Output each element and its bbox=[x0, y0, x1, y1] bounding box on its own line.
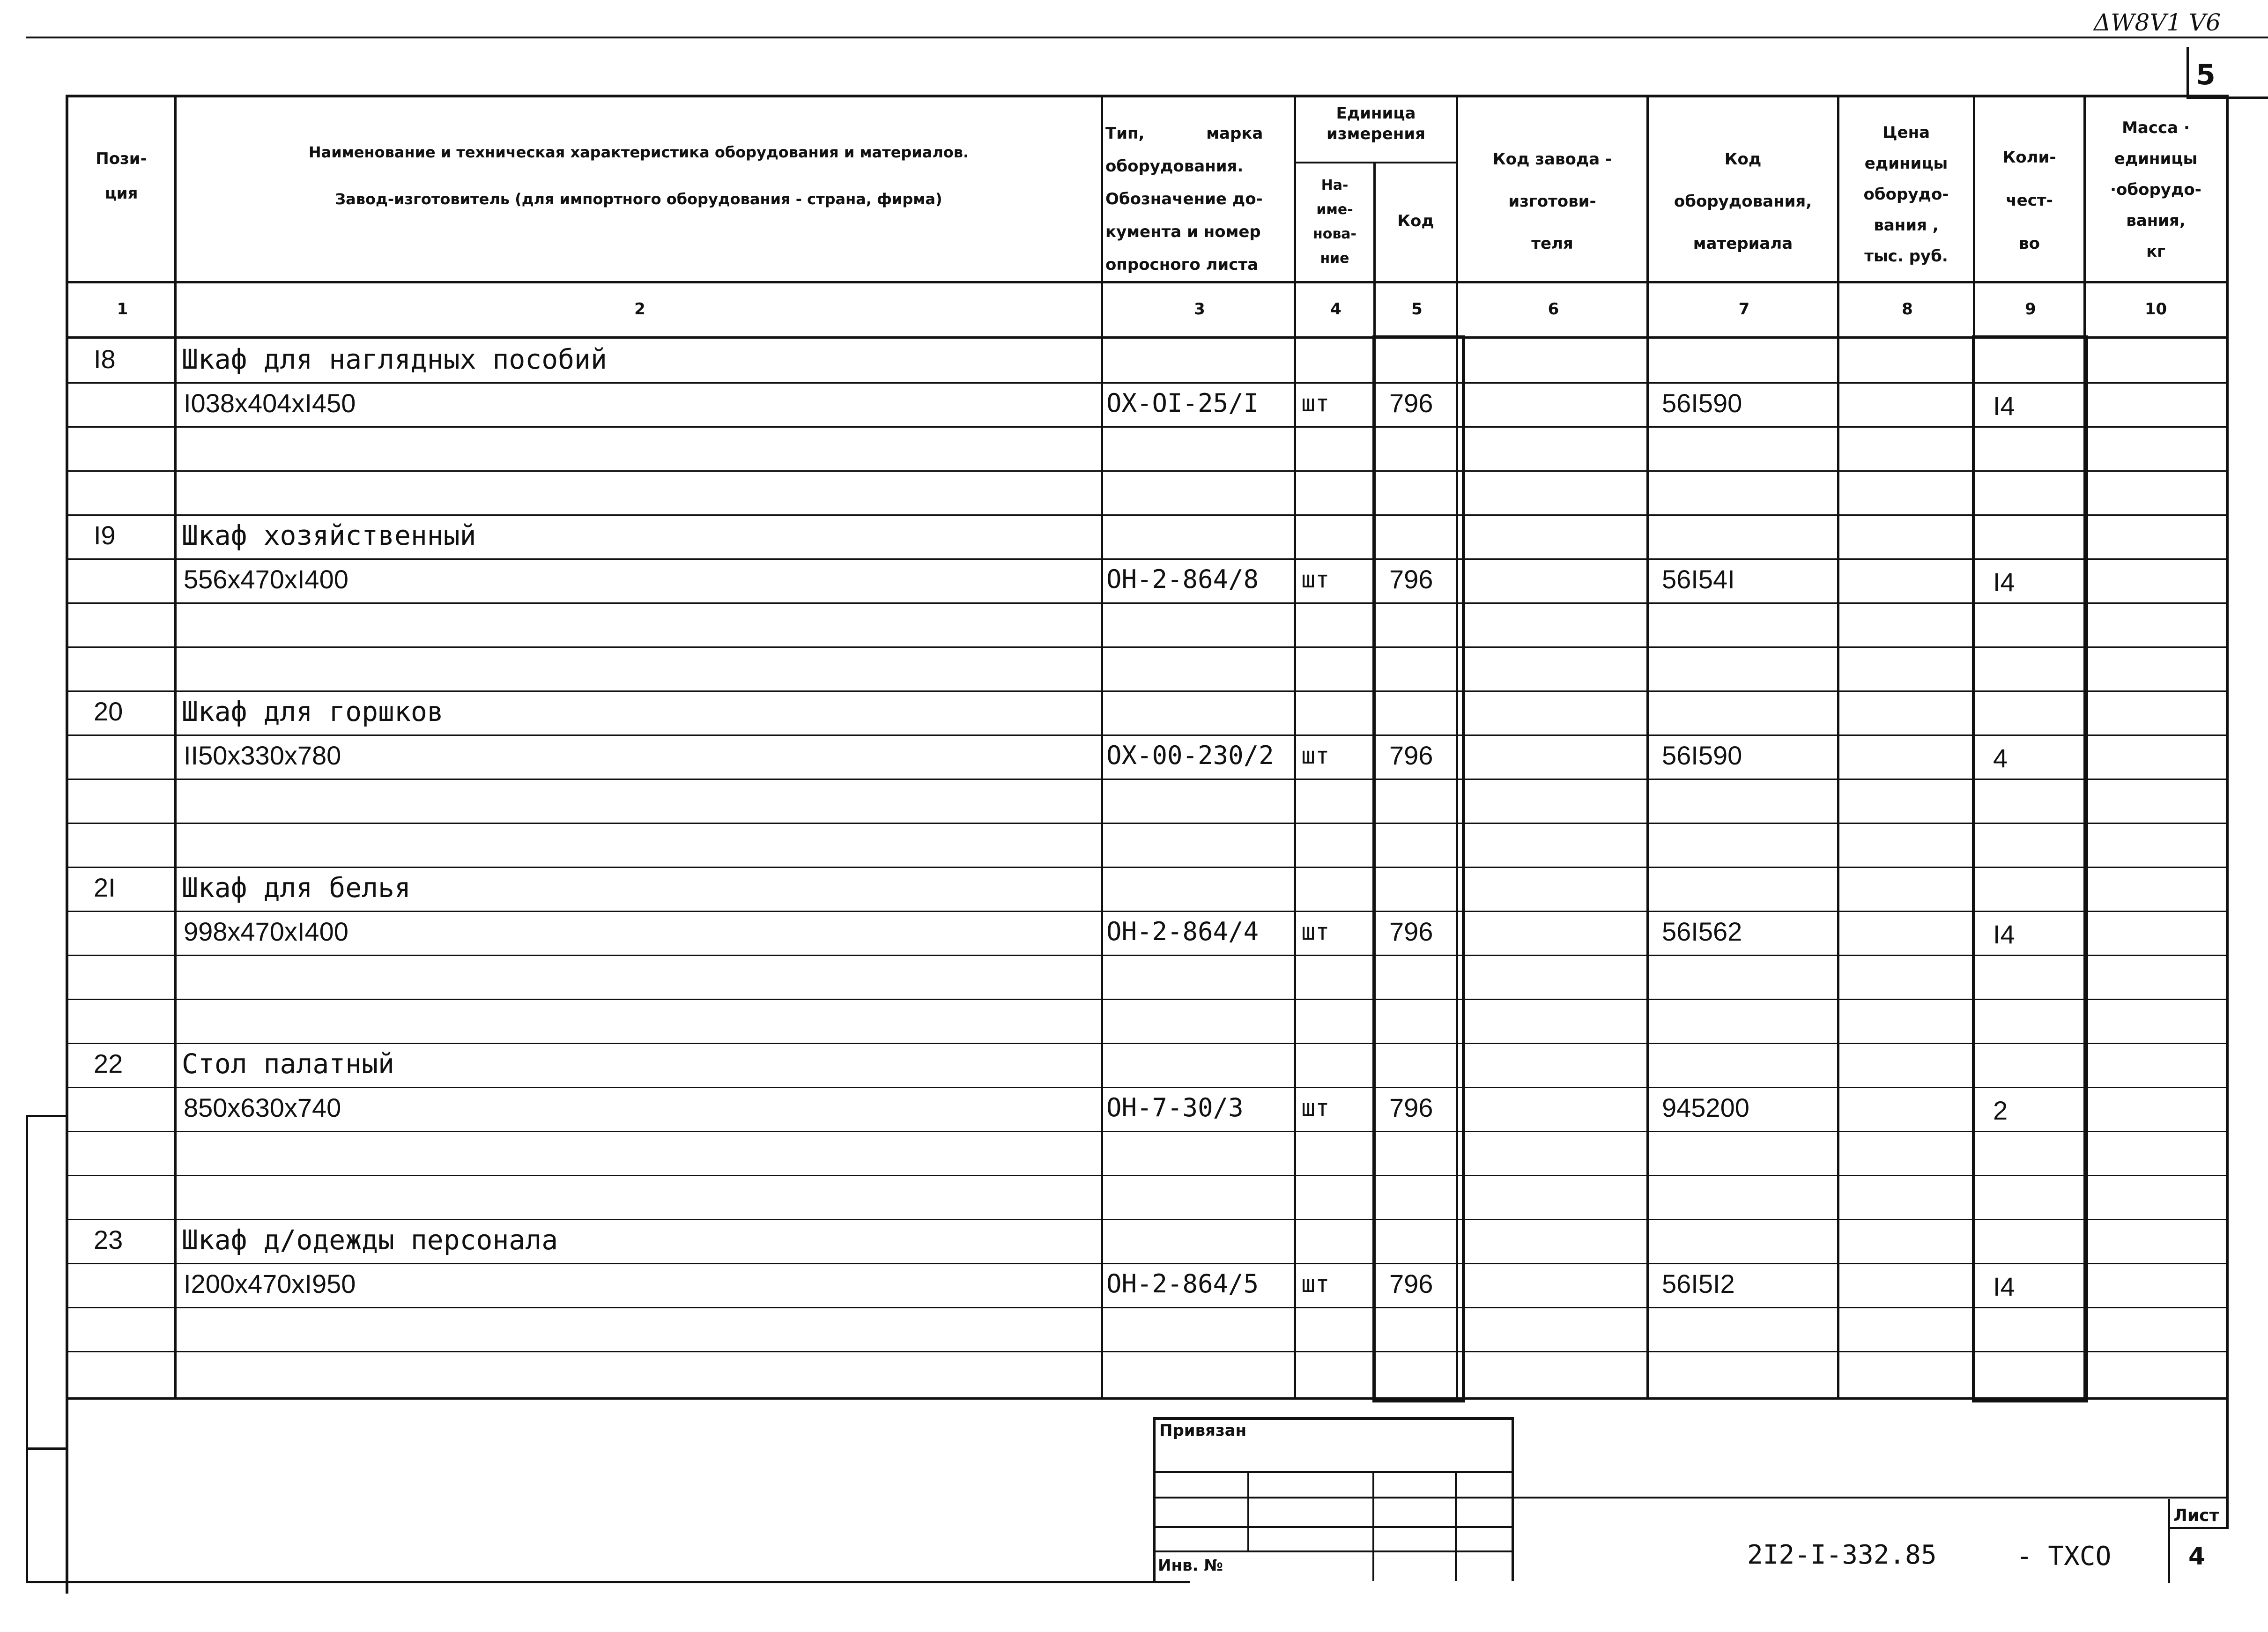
row-line bbox=[66, 602, 2229, 604]
item-name: Стол палатный bbox=[182, 1048, 394, 1080]
row-line bbox=[66, 646, 2229, 648]
row-line bbox=[66, 1307, 2229, 1308]
doc-suffix: - ТХСО bbox=[2016, 1541, 2112, 1572]
header-col8: Цена единицы оборудо- вания , тыс. руб. bbox=[1863, 123, 1949, 266]
column-number-9: 9 bbox=[2025, 300, 2036, 319]
bold-frame-cols-4-5 bbox=[1372, 335, 1465, 1402]
row-line bbox=[66, 382, 2229, 384]
table-right-border bbox=[2226, 95, 2229, 1528]
header-col2: Наименование и техническая характеристика оборудования и материалов. Завод-изготовитель (для импортного оборудования - страна, фирма) bbox=[308, 143, 969, 208]
row-line bbox=[66, 514, 2229, 516]
row-line bbox=[66, 1351, 2229, 1352]
item-code: 56I5I2 bbox=[1662, 1269, 1735, 1298]
item-type: ОН-7-30/3 bbox=[1106, 1093, 1244, 1122]
doc-code: 2I2-I-332.85 bbox=[1747, 1540, 1937, 1570]
page-number-box-left bbox=[2186, 47, 2189, 98]
binding-line bbox=[26, 1115, 28, 1583]
row-line bbox=[66, 1043, 2229, 1044]
item-size: II50x330x780 bbox=[184, 741, 341, 770]
header-col10: Масса · единицы ·оборудо- вания, кг bbox=[2110, 119, 2201, 261]
item-type: ОН-2-864/5 bbox=[1106, 1269, 1259, 1298]
item-unit: шт bbox=[1301, 566, 1330, 593]
header-col4: На- име- нова- ние bbox=[1312, 177, 1357, 267]
row-line bbox=[66, 779, 2229, 780]
col-divider-2 bbox=[1101, 95, 1103, 1399]
row-line bbox=[66, 1263, 2229, 1264]
sheet-box-mid bbox=[2168, 1527, 2229, 1529]
column-number-7: 7 bbox=[1738, 300, 1750, 319]
row-line bbox=[66, 955, 2229, 956]
row-line bbox=[66, 690, 2229, 692]
stamp-line-3 bbox=[1153, 1526, 1514, 1528]
item-name: Шкаф для белья bbox=[182, 872, 411, 904]
row-line bbox=[66, 823, 2229, 824]
stamp-bound-label: Привязан bbox=[1159, 1421, 1247, 1440]
item-unit-code: 796 bbox=[1389, 1269, 1433, 1298]
item-unit: шт bbox=[1301, 742, 1330, 769]
binding-tick-3 bbox=[26, 1581, 1190, 1583]
row-line bbox=[66, 426, 2229, 428]
item-unit-code: 796 bbox=[1389, 741, 1433, 770]
stamp-line-4 bbox=[1153, 1550, 1514, 1552]
item-name: Шкаф для наглядных пособий bbox=[182, 343, 607, 375]
item-quantity: I4 bbox=[1993, 920, 2015, 949]
header-col3: Тип, марка оборудования. Обозначение до- кумента и номер опросного листа bbox=[1105, 124, 1263, 274]
item-name: Шкаф для горшков bbox=[182, 696, 444, 727]
item-unit: шт bbox=[1301, 918, 1330, 945]
row-line bbox=[66, 911, 2229, 912]
sheet-label: Лист bbox=[2173, 1506, 2219, 1525]
item-position: I9 bbox=[94, 520, 116, 550]
sheet-box-left bbox=[2168, 1499, 2170, 1583]
row-line bbox=[66, 867, 2229, 868]
item-name: Шкаф д/одежды персонала bbox=[182, 1224, 558, 1256]
col-divider-7 bbox=[1837, 95, 1839, 1399]
row-line bbox=[66, 558, 2229, 560]
item-unit-code: 796 bbox=[1389, 564, 1433, 594]
row-line bbox=[66, 470, 2229, 472]
column-number-10: 10 bbox=[2144, 300, 2167, 319]
item-quantity: I4 bbox=[1993, 1272, 2015, 1301]
stamp-div-1 bbox=[1247, 1471, 1249, 1551]
header-col1: Пози- ция bbox=[96, 149, 147, 203]
header-col6: Код завода - изготови- теля bbox=[1492, 150, 1612, 253]
item-unit-code: 796 bbox=[1389, 1093, 1433, 1122]
table-bottom-border bbox=[66, 1397, 2229, 1400]
bold-frame-col-9 bbox=[1972, 335, 2088, 1402]
item-quantity: 4 bbox=[1993, 743, 2008, 773]
unit-group-divider bbox=[1294, 162, 1458, 163]
item-position: I8 bbox=[94, 344, 116, 374]
item-code: 945200 bbox=[1662, 1093, 1749, 1122]
item-size: 556x470xI400 bbox=[184, 564, 348, 594]
item-unit: шт bbox=[1301, 1094, 1330, 1121]
column-number-4: 4 bbox=[1330, 300, 1342, 319]
column-number-2: 2 bbox=[634, 300, 645, 319]
item-position: 23 bbox=[94, 1225, 123, 1254]
header-col9: Коли- чест- во bbox=[2002, 148, 2056, 253]
item-code: 56I590 bbox=[1662, 388, 1742, 418]
stamp-div-2 bbox=[1372, 1471, 1374, 1581]
binding-tick-2 bbox=[26, 1447, 68, 1450]
item-unit-code: 796 bbox=[1389, 388, 1433, 418]
row-line bbox=[66, 1131, 2229, 1132]
col-divider-3 bbox=[1294, 95, 1296, 1399]
item-quantity: I4 bbox=[1993, 567, 2015, 597]
item-position: 20 bbox=[94, 697, 123, 726]
stamp-line-2 bbox=[1153, 1497, 1514, 1498]
row-line bbox=[66, 1219, 2229, 1220]
row-line bbox=[66, 1087, 2229, 1088]
page-number: 5 bbox=[2196, 59, 2216, 91]
row-line bbox=[66, 999, 2229, 1000]
numbers-bottom-border bbox=[66, 336, 2229, 339]
stamp-inv-label: Инв. № bbox=[1158, 1556, 1223, 1575]
column-number-1: 1 bbox=[117, 300, 128, 319]
header-unit-group: Единица измерения bbox=[1327, 104, 1425, 143]
stamp-div-3 bbox=[1455, 1471, 1457, 1581]
item-type: ОН-2-864/8 bbox=[1106, 564, 1259, 594]
column-number-6: 6 bbox=[1548, 300, 1559, 319]
item-position: 22 bbox=[94, 1049, 123, 1078]
item-unit: шт bbox=[1301, 390, 1330, 417]
item-quantity: I4 bbox=[1993, 391, 2015, 421]
stamp-left bbox=[1153, 1417, 1156, 1581]
top-rule bbox=[26, 37, 2268, 38]
item-size: I038x404xI450 bbox=[184, 388, 356, 418]
item-type: ОХ-ОI-25/I bbox=[1106, 388, 1259, 418]
title-block-top bbox=[1512, 1497, 2229, 1498]
sheet-number: 4 bbox=[2188, 1543, 2206, 1571]
table-top-border bbox=[66, 95, 2229, 97]
item-size: I200x470xI950 bbox=[184, 1269, 356, 1298]
item-unit: шт bbox=[1301, 1270, 1330, 1298]
row-line bbox=[66, 734, 2229, 736]
top-corner-note: ΔW8V1 V6 bbox=[2094, 9, 2221, 36]
item-unit-code: 796 bbox=[1389, 917, 1433, 946]
header-col7: Код оборудования, материала bbox=[1674, 150, 1812, 253]
binding-tick-1 bbox=[26, 1115, 68, 1117]
item-quantity: 2 bbox=[1993, 1096, 2008, 1125]
item-code: 56I54I bbox=[1662, 564, 1735, 594]
item-code: 56I562 bbox=[1662, 917, 1742, 946]
header-col5: Код bbox=[1397, 212, 1434, 230]
column-number-5: 5 bbox=[1411, 300, 1423, 319]
column-number-3: 3 bbox=[1194, 300, 1205, 319]
item-name: Шкаф хозяйственный bbox=[182, 519, 476, 551]
item-size: 998x470xI400 bbox=[184, 917, 348, 946]
stamp-line-1 bbox=[1153, 1471, 1514, 1473]
item-size: 850x630x740 bbox=[184, 1093, 341, 1122]
header-bottom-border bbox=[66, 281, 2229, 283]
column-number-8: 8 bbox=[1902, 300, 1913, 319]
item-type: ОХ-00-230/2 bbox=[1106, 741, 1274, 770]
col-divider-1 bbox=[174, 95, 177, 1399]
item-code: 56I590 bbox=[1662, 741, 1742, 770]
row-line bbox=[66, 1175, 2229, 1176]
stamp-right bbox=[1512, 1417, 1514, 1581]
item-type: ОН-2-864/4 bbox=[1106, 917, 1259, 946]
item-position: 2I bbox=[94, 873, 116, 902]
col-divider-6 bbox=[1646, 95, 1649, 1399]
